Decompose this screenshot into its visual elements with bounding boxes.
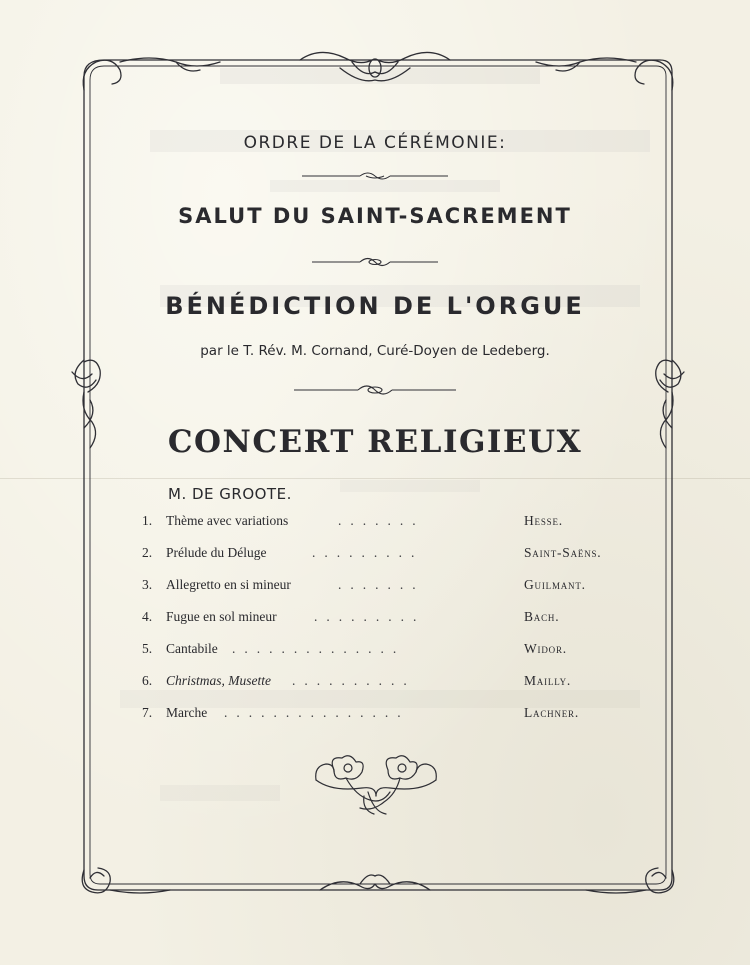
item-number: 1. [142, 513, 153, 528]
dot-leader: ....... [338, 577, 425, 592]
concert-title: CONCERT RELIGIEUX [167, 424, 583, 460]
piece-title: Christmas, Musette [166, 673, 272, 688]
salut-heading: SALUT DU SAINT-SACREMENT [178, 204, 572, 228]
composer-name: Mailly. [524, 673, 572, 688]
item-number: 2. [142, 545, 153, 560]
dot-leader: ......... [314, 609, 426, 624]
dot-leader: ............... [224, 705, 410, 720]
piece-title: Cantabile [166, 641, 218, 656]
composer-name: Bach. [524, 609, 560, 624]
composer-name: Lachner. [524, 705, 580, 720]
flourish-divider [292, 383, 458, 397]
benediction-heading: BÉNÉDICTION DE L'ORGUE [165, 292, 585, 320]
piece-title: Marche [166, 705, 208, 720]
performer-name: M. DE GROOTE. [168, 485, 292, 503]
flourish-divider [310, 256, 440, 268]
piece-title: Fugue en sol mineur [166, 609, 277, 624]
composer-name: Hesse. [524, 513, 563, 528]
flourish-divider [300, 170, 450, 182]
item-number: 7. [142, 705, 153, 720]
dot-leader: ......... [312, 545, 424, 560]
dot-leader: .......... [292, 673, 416, 688]
floral-vignette-icon [312, 752, 440, 818]
piece-title: Prélude du Déluge [166, 545, 267, 560]
item-number: 3. [142, 577, 153, 592]
composer-name: Saint-Saëns. [524, 545, 602, 560]
composer-name: Guilmant. [524, 577, 586, 592]
piece-title: Thème avec variations [166, 513, 289, 528]
dot-leader: .............. [232, 641, 406, 656]
dot-leader: ....... [338, 513, 425, 528]
officiant-line: par le T. Rév. M. Cornand, Curé-Doyen de Ledeberg. [200, 343, 550, 359]
item-number: 4. [142, 609, 153, 624]
ceremony-order-heading: ORDRE DE LA CÉRÉMONIE: [243, 133, 507, 153]
composer-name: Widor. [524, 641, 567, 656]
item-number: 6. [142, 673, 153, 688]
piece-title: Allegretto en si mineur [166, 577, 291, 592]
item-number: 5. [142, 641, 153, 656]
